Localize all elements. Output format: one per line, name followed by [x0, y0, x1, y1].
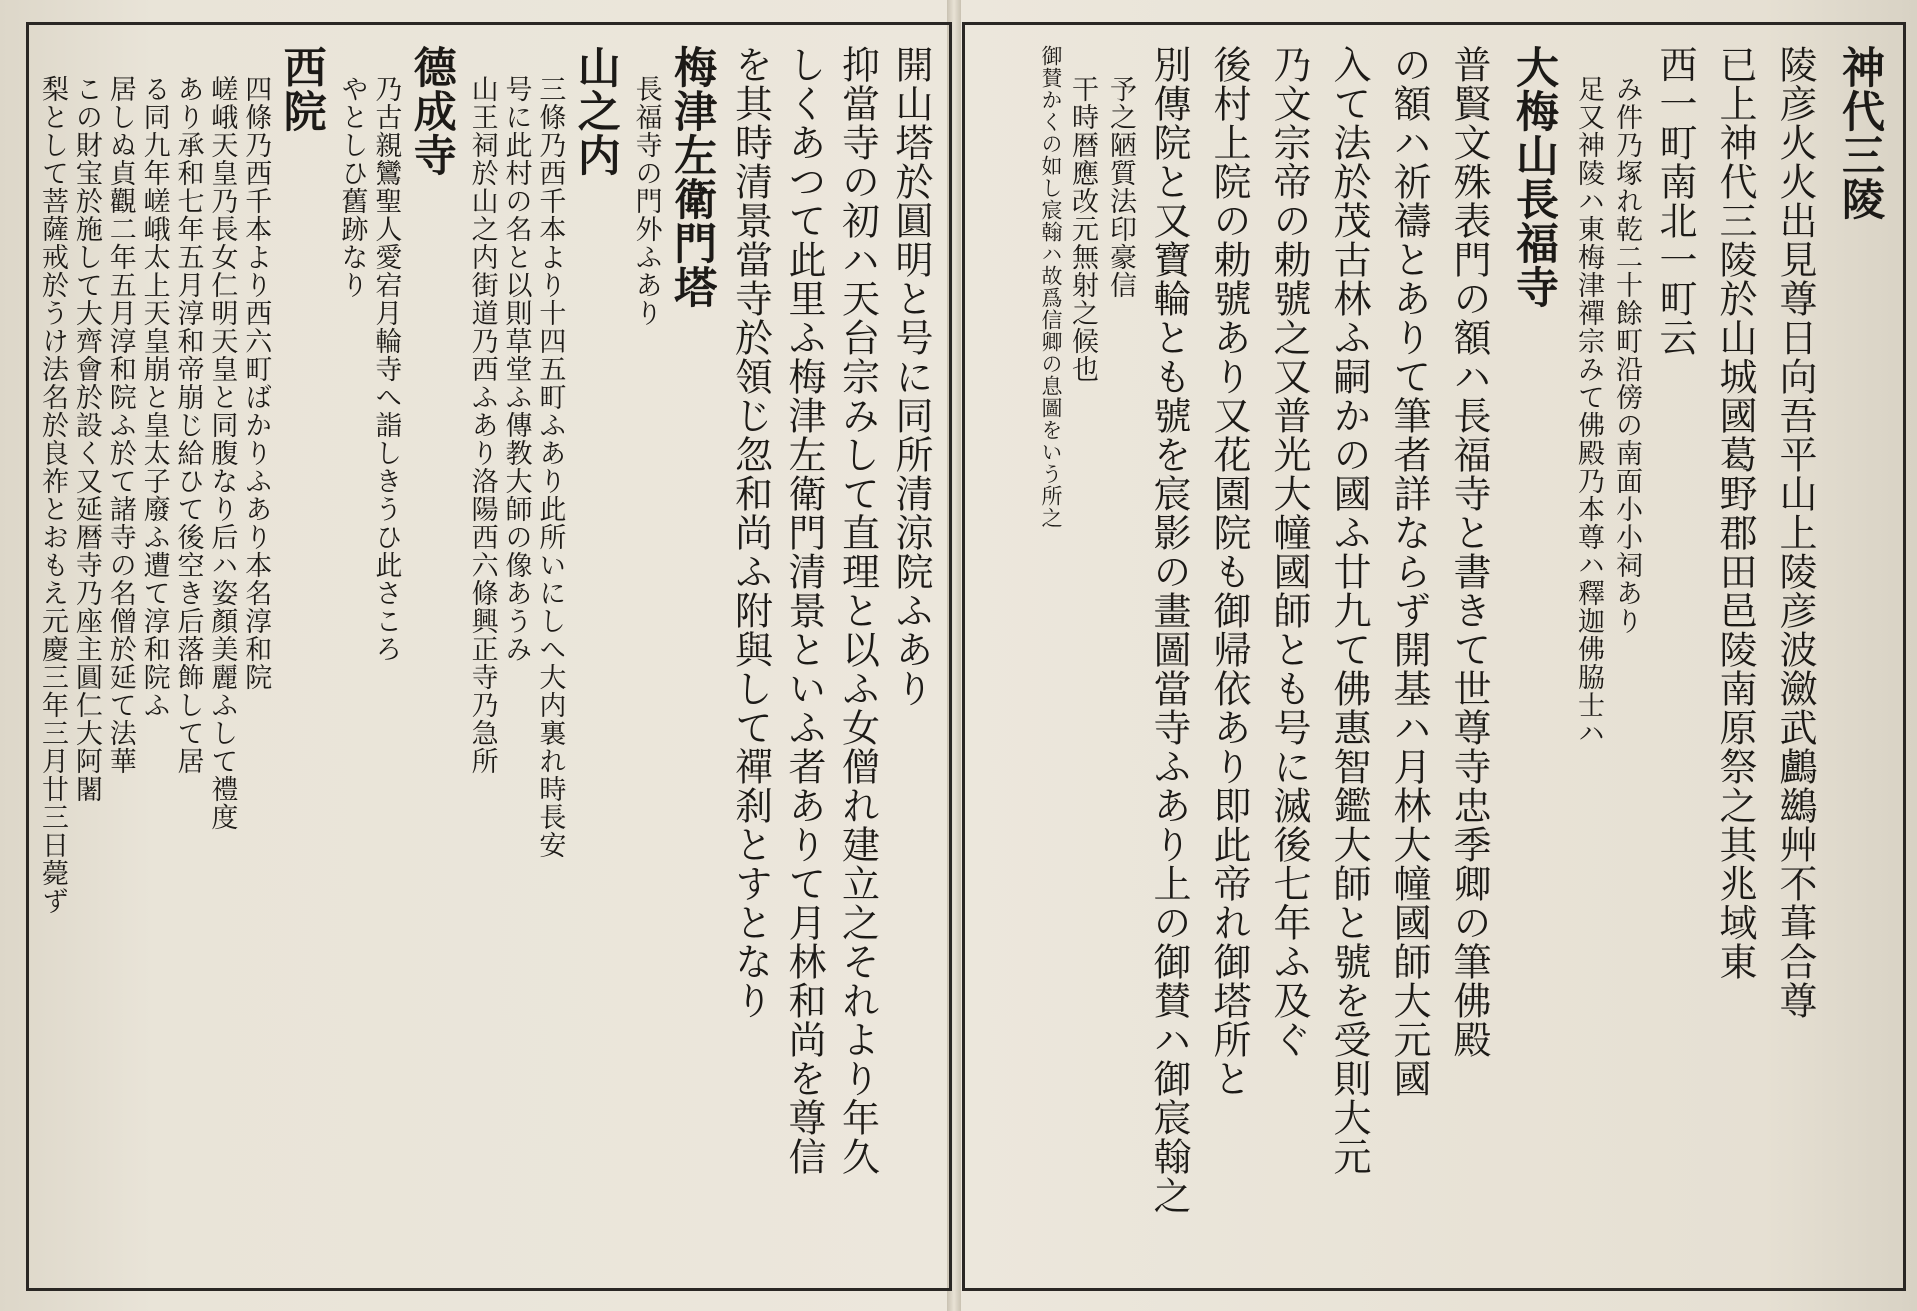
right-page-text-column: 御賛かくの如し宸翰ハ故爲信卿の息圖をいう所之 [1039, 45, 1063, 529]
left-page-text-column: 乃古親鸞聖人愛宕月輪寺へ詣しきうひ此さころ [370, 75, 402, 663]
right-page-text-column: み件乃塚れ乾二十餘町沿傍の南面小小祠あり [1611, 75, 1642, 635]
left-page-frame [26, 22, 952, 1291]
left-page-text-column: 居しぬ貞觀二年五月淳和院ふ於て諸寺の名僧於延て法華 [104, 75, 136, 775]
left-page-text-column: 梨として菩薩戒於うけ法名於良祚とおもえ元慶三年三月廿三日薨ず [37, 75, 68, 915]
left-page-text-column: 德成寺 [406, 45, 457, 177]
right-page-text-column: 足又神陵ハ東梅津禪宗みて佛殿乃本尊ハ釋迦佛脇士ハ [1573, 75, 1604, 747]
left-page-text-column: 梅津左衛門塔 [667, 45, 718, 309]
left-page-text-column: 四條乃西千本より西六町ばかりふあり本名淳和院 [240, 75, 272, 691]
right-page-frame [962, 22, 1906, 1291]
right-page-text-column: 神代三陵 [1835, 45, 1885, 221]
right-page-text-column: 大梅山長福寺 [1509, 45, 1559, 309]
right-page-text-column: の額ハ祈禱とありて筆者詳ならず開基ハ月林大幢國師大元國 [1387, 45, 1431, 1098]
right-page-text-column: 干時暦應改元無射之候也 [1067, 75, 1098, 383]
right-page-text-column: 乃文宗帝の勅號之又普光大幢國師とも号に滅後七年ふ及ぐ [1267, 45, 1311, 1059]
left-page-text-column: やとしひ舊跡なり [336, 75, 368, 299]
right-page-columns [973, 35, 1895, 1280]
left-page-text-column: あり承和七年五月淳和帝崩じ給ひて後空き后落飾して居 [172, 75, 204, 775]
right-page-text-column: 後村上院の勅號あり又花園院も御帰依あり即此帝れ御塔所と [1207, 45, 1251, 1098]
left-page-text-column: 嵯峨天皇乃長女仁明天皇と同腹なり后ハ姿顏美麗ふして禮度 [206, 75, 238, 831]
right-page-text-column: 入て法於茂古林ふ嗣かの國ふ廿九て佛惠智鑑大師と號を受則大元 [1327, 45, 1371, 1176]
left-page-text-column: 開山塔於圓明と号に同所清涼院ふあり [889, 45, 933, 708]
left-page-text-column: 抑當寺の初ハ天台宗みして直理と以ふ女僧れ建立之それより年久 [835, 45, 880, 1176]
right-page-text-column: 予之陋質法印豪信 [1105, 75, 1136, 299]
right-page-text-column: 西一町南北一町云 [1653, 45, 1697, 357]
right-page-text-column: 普賢文殊表門の額ハ長福寺と書きて世尊寺忠季卿の筆佛殿 [1447, 45, 1491, 1059]
left-page-text-column: 山王祠於山之内街道乃西ふあり洛陽西六條興正寺乃急所 [466, 75, 498, 775]
left-page-text-column: を其時清景當寺於領じ忽和尚ふ附與して禪刹とすとなり [728, 45, 773, 1020]
right-page-text-column: 別傳院と又寶輪とも號を宸影の畫圖當寺ふあり上の御賛ハ御宸翰之 [1147, 45, 1191, 1215]
left-page-text-column: 長福寺の門外ふあり [630, 75, 662, 327]
left-page-text-column: 山之内 [570, 45, 621, 177]
left-page-text-column: る同九年嵯峨太上天皇崩と皇太子廢ふ遭て淳和院ふ [138, 75, 170, 719]
left-page-text-column: 西院 [276, 45, 327, 133]
left-page-text-column: 号に此村の名と以則草堂ふ傳教大師の像あうみ [500, 75, 532, 663]
left-page-text-column: この財宝於施して大齊會於設く又延暦寺乃座主圓仁大阿闍 [70, 75, 102, 803]
left-page-columns [37, 35, 941, 1280]
right-page-text-column: 陵彦火火出見尊日向吾平山上陵彦波瀲武鸕鷀艸不葺合尊 [1773, 45, 1817, 1020]
left-page-text-column: 三條乃西千本より十四五町ふあり此所いにしへ大内裏れ時長安 [534, 75, 566, 859]
right-page-text-column: 已上神代三陵於山城國葛野郡田邑陵南原祭之其兆域東 [1713, 45, 1757, 981]
left-page-text-column: しくあつて此里ふ梅津左衛門清景といふ者ありて月林和尚を尊信 [782, 45, 827, 1176]
